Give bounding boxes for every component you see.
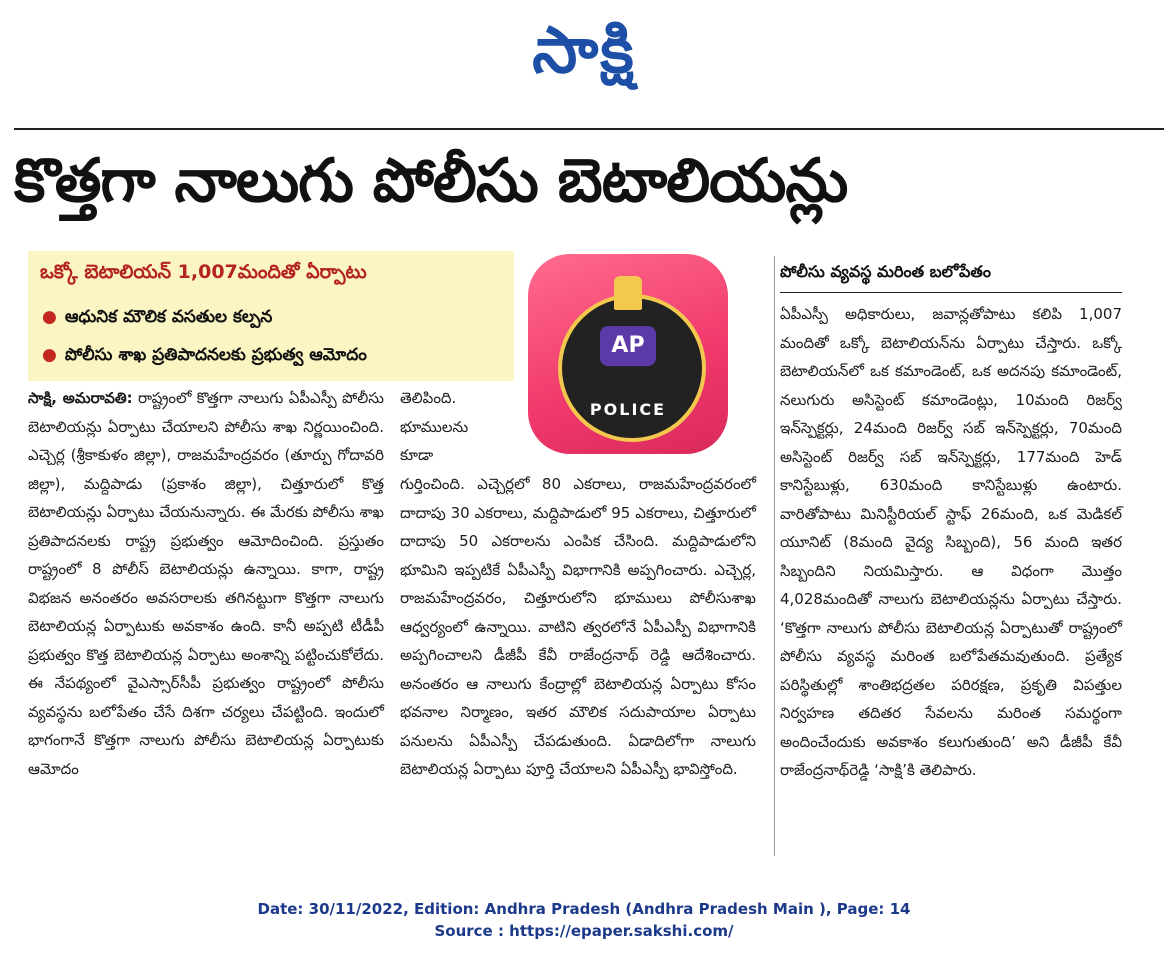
- article-column-1: [28, 384, 384, 783]
- bullet-icon: ●: [42, 345, 57, 365]
- dateline: సాక్షి, అమరావతి:: [28, 389, 133, 407]
- sidebar-rule: [780, 292, 1122, 293]
- kicker-bullet: [42, 345, 367, 369]
- article-column-2: [400, 470, 756, 784]
- masthead-logo: [0, 14, 1168, 103]
- headline: కొత్తగా నాలుగు పోలీసు బెటాలియన్లు: [14, 146, 848, 216]
- kicker-bullet: [42, 307, 272, 331]
- bullet-icon: ●: [42, 307, 57, 327]
- column-2-line: తెలిపింది.: [400, 389, 457, 407]
- column-divider: [774, 256, 775, 856]
- footer-source-line: Source : https://epaper.sakshi.com/: [434, 922, 734, 940]
- column-1-text: రాష్ట్రంలో కొత్తగా నాలుగు ఏపీఎస్పీ పోలీసు బెటాలియన్లు ఏర్పాటు చేయాలని పోలీసు శాఖ నిర్ణయించింది. ఎచ్చెర్ల (శ్రీకాకుళం జిల్లా), రాజమహేంద్రవరం (తూర్పు గోదావరి జిల్లా), మద్దిపాడు (ప్రకాశం జిల్లా), చిత్తూరులో కొత్త బెటాలియన్లు ఏర్పాటు చేయనున్నారు. ఈ మేరకు పోలీసు శాఖ ప్రతిపాదనలకు రాష్ట్ర ప్రభుత్వం ఆమోదించింది. ప్రస్తుతం రాష్ట్రంలో 8 పోలీస్ బెటాలియన్లు ఉన్నాయి. కాగా, రాష్ట్ర విభజన అనంతరం అవసరాలకు తగినట్టుగా కొత్తగా నాలుగు బెటాలియన్ల ఏర్పాటుకు అవకాశం ఉంది. కానీ అప్పటి టీడీపీ ప్రభుత్వం కొత్త బెటాలియన్ల ఏర్పాటు అంశాన్ని పట్టించుకోలేదు. ఈ నేపథ్యంలో వైఎస్సార్‌సీపీ ప్రభుత్వం రాష్ట్రంలో పోలీసు వ్యవస్థను బలోపేతం చేసే దిశగా చర్యలు చేపట్టింది. ఇందులో భాగంగానే కొత్తగా నాలుగు పోలీసు బెటాలియన్ల ఏర్పాటుకు ఆమోదం: [28, 389, 384, 778]
- logo-letters: AP: [600, 326, 656, 366]
- article-column-2-top: [400, 384, 520, 470]
- kicker-bullet-text: పోలీసు శాఖ ప్రతిపాదనలకు ప్రభుత్వ ఆమోదం: [64, 345, 367, 365]
- police-badge-icon: [558, 294, 706, 442]
- kicker-title: ఒక్కో బెటాలియన్ 1,007మందితో ఏర్పాటు: [40, 261, 367, 283]
- masthead-rule: [14, 128, 1164, 130]
- sidebar-text: ఏపీఎస్పీ అధికారులు, జవాన్లతోపాటు కలిపి 1,007 మందితో ఒక్కో బెటాలియన్‌ను ఏర్పాటు చేస్తారు. ఒక్కో బెటాలియన్‌లో ఒక కమాండెంట్, ఒక అదనపు కమాండెంట్, నలుగురు అసిస్టెంట్ కమాండెంట్లు, 10మంది రిజర్వ్ ఇన్‌స్పెక్టర్లు, 24మంది రిజర్వ్ సబ్ ఇన్‌స్పెక్టర్లు, 70మంది అసిస్టెంట్ రిజర్వ్ సబ్ ఇన్‌స్పెక్టర్లు, 177మంది హెడ్ కానిస్టేబుళ్లు, 630మంది కానిస్టేబుళ్లు ఉంటారు. వారితోపాటు మినిస్టీరియల్ స్టాఫ్ 26మంది, ఒక మెడికల్ యూనిట్ (8మంది వైద్య సిబ్బంది), 56 మంది ఇతర సిబ్బందిని నియమిస్తారు. ఆ విధంగా మొత్తం 4,028మందితో నాలుగు బెటాలియన్లను ఏర్పాటు చేస్తారు. ‘కొత్తగా నాలుగు పోలీసు బెటాలియన్ల ఏర్పాటుతో రాష్ట్రంలో పోలీసు వ్యవస్థ మరింత బలోపేతమవుతుంది. ప్రత్యేక పరిస్థితుల్లో శాంతిభద్రతల పరిరక్షణ, ప్రకృతి విపత్తుల నిర్వహణ తదితర సేవలను మరింత సమర్థంగా అందించేందుకు అవకాశం కలుగుతుంది’ అని డీజీపీ కేవీ రాజేంద్రనాథ్‌రెడ్డి ‘సాక్షి’కి తెలిపారు.: [780, 305, 1122, 779]
- column-1-paragraph: [28, 384, 384, 783]
- column-2-line: భూములను: [400, 417, 469, 436]
- footer-edition-line: Date: 30/11/2022, Edition: Andhra Pradesh (Andhra Pradesh Main ), Page: 14: [257, 900, 911, 918]
- column-2-text: గుర్తించింది. ఎచ్చెర్లలో 80 ఎకరాలు, రాజమహేంద్రవరంలో దాదాపు 30 ఎకరాలు, మద్దిపాడులో 95 ఎకరాలు, చిత్తూరులో దాదాపు 50 ఎకరాలను ఎంపిక చేసింది. మద్దిపాడులోని భూమిని ఇప్పటికే ఏపీఎస్పీ విభాగానికి అప్పగించారు. ఎచ్చెర్ల, రాజమహేంద్రవరం, చిత్తూరులోని భూములు పోలీసుశాఖ ఆధ్వర్యంలో ఉన్నాయి. వాటిని త్వరలోనే ఏపీఎస్పీ విభాగానికి అప్పగించాలని డీజీపీ కేవీ రాజేంద్రనాథ్ రెడ్డి ఆదేశించారు. అనంతరం ఆ నాలుగు కేంద్రాల్లో బెటాలియన్ల ఏర్పాటు కోసం భవనాల నిర్మాణం, ఇతర మౌలిక సదుపాయాల ఏర్పాటు పనులను ఏపీఎస్పీ చేపడుతుంది. ఏడాదిలోగా నాలుగు బెటాలియన్ల ఏర్పాటు పూర్తి చేయాలని ఏపీఎస్పీ భావిస్తోంది.: [400, 475, 756, 778]
- sidebar-column: [780, 300, 1122, 785]
- kicker-box: [28, 251, 514, 381]
- masthead-logo-text: సాక్షి: [532, 14, 636, 88]
- sidebar-heading: పోలీసు వ్యవస్థ మరింత బలోపేతం: [780, 262, 991, 281]
- ap-police-logo: [528, 254, 728, 454]
- emblem-icon: [614, 276, 642, 310]
- kicker-bullet-text: ఆధునిక మౌలిక వసతుల కల్పన: [64, 307, 273, 327]
- logo-word: POLICE: [589, 400, 667, 419]
- column-2-line: కూడా: [400, 446, 434, 464]
